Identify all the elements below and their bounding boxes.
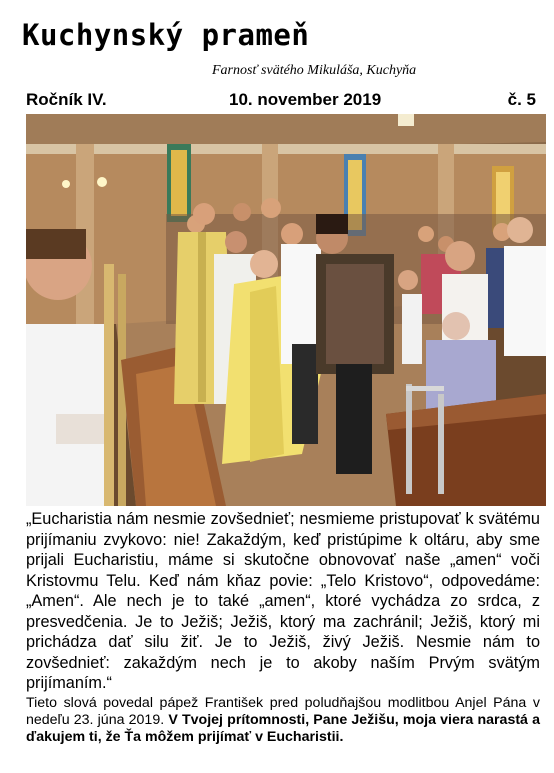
issue-number: č. 5 bbox=[507, 90, 536, 109]
quote-attribution: Tieto slová povedal pápež František pred poludňajšou modlitbou Anjel Pána v nedeľu 23. júna 2019. bbox=[26, 694, 540, 728]
article-body bbox=[26, 509, 540, 746]
pope-quote: „Eucharistia nám nesmie zovšednieť; nesmieme pristupovať k svätému prijímaniu zvykovo: nie! Zakaždým, keď pristúpime k oltáru, aby sme prijali Eucharistiu, máme si skutočne obnovovať naše „amen“ voči Kristovmu Telu. Keď nám kňaz povie: „Telo Kristovo“, odpovedáme: „Amen“. Ale nech je to také „amen“, ktoré vychádza zo srdca, z presvedčenia. Je to Ježiš; Ježiš, ktorý ma zachránil; Ježiš, ktorý mi prichádza dať silu žiť. Je to Ježiš, živý Ježiš. Nesmie nám to zovšednieť: zakaždým nech je to akoby naším Prvým svätým prijímaním.“ bbox=[26, 510, 540, 692]
parish-subtitle: Farnosť svätého Mikuláša, Kuchyňa bbox=[212, 63, 417, 78]
communion-photo bbox=[26, 114, 546, 506]
prayer-line: V Tvojej prítomnosti, Pane Ježišu, moja viera narastá a ďakujem ti, že Ťa môžem prijímať v Eucharistii. bbox=[26, 711, 541, 745]
issue-info-bar bbox=[26, 90, 536, 112]
issue-volume: Ročník IV. bbox=[26, 90, 107, 109]
issue-date: 10. november 2019 bbox=[229, 90, 382, 109]
quote-source bbox=[26, 695, 540, 746]
newsletter-title: Kuchynský prameň bbox=[22, 18, 310, 52]
